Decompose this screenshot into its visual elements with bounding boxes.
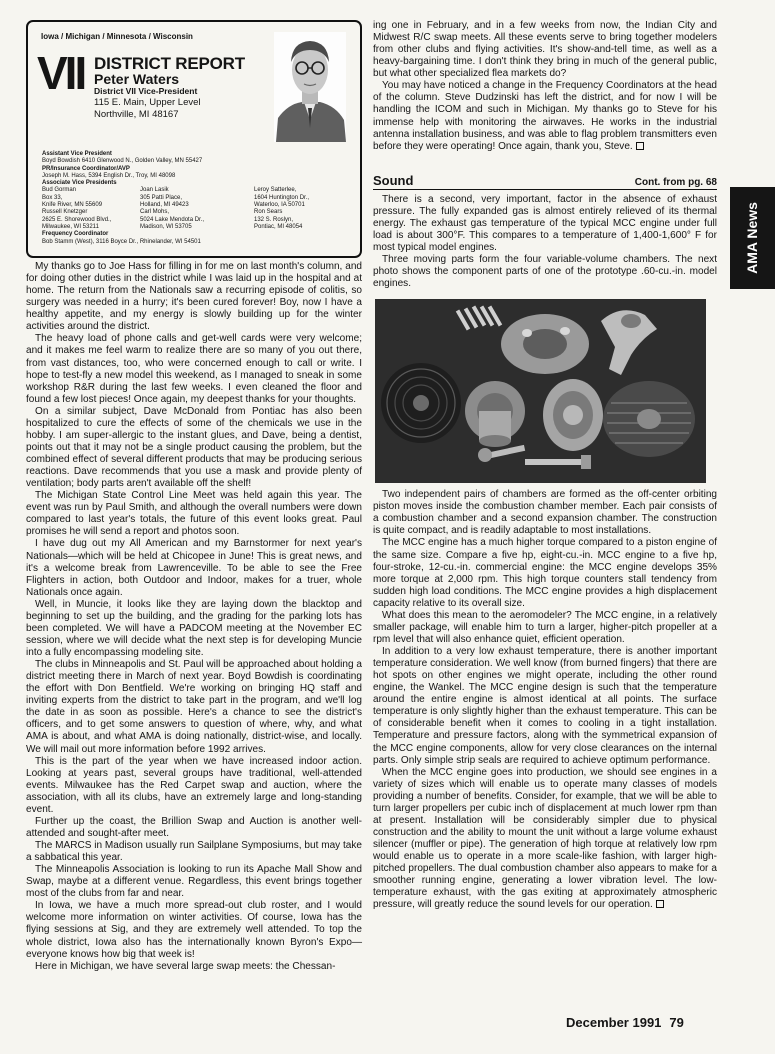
paragraph: Further up the coast, the Brillion Swap and Auction is another well-attended and sought-after meet. xyxy=(26,815,362,839)
right-column xyxy=(373,20,717,911)
end-of-article-mark xyxy=(636,142,644,150)
associate-vps xyxy=(42,187,354,231)
paragraph: The Michigan State Control Line Meet was held again this year. The event was run by Paul Smith, and although the overall numbers were down compared to last year's totals, the future of this event looks great. Paul promises he will send a report and photos soon. xyxy=(26,490,362,538)
paragraph: In addition to a very low exhaust temperature, there is another important temperature consideration. We well know (from burned fingers) that there are hot spots on other engines we might operate, including the other round engine, the Wankel. The MCC engine design is such that the temperature around the entire engine is almost identical at all points. The surface temperature is only slightly higher than the exhaust temperature. This can be of considerable benefit when it comes to cooling in a tight installation. Temperature and pressure factors, along with the symmetrical expansion of the MCC engine components, allow for very close clearances on the internal parts. Only simple strip seals are required to achieve optimum performance. xyxy=(373,646,717,766)
address-line-1: 115 E. Main, Upper Level xyxy=(94,97,201,108)
side-tab-label: AMA News xyxy=(744,202,760,274)
page-number: 79 xyxy=(669,1015,684,1030)
district-header xyxy=(94,56,280,121)
section-title: Sound xyxy=(373,172,414,188)
end-of-article-mark xyxy=(656,900,664,908)
author-photo xyxy=(274,32,346,142)
paragraph: There is a second, very important, factor in the absence of exhaust pressure. The fully expanded gas is almost entirely relieved of its thermal energy. The exhaust gas temperature of the typical MCC engine under full load is about 300°F. This compares to a temperature of 1,400-1,600° F for most typical model engines. xyxy=(373,193,717,253)
paragraph: My thanks go to Joe Hass for filling in for me on last month's column, and for doing other duties in the district while I was laid up in the hospital and at home. The return from the Nationals saw a recurring episode of colitis, so surgery was needed in a hurry; it's been cured forever! Boy, now I have a healthy appetite, and my energy is slowly building up for the winter activities around the district. xyxy=(26,261,362,333)
issue-date: December 1991 xyxy=(566,1015,662,1030)
paragraph: Well, in Muncie, it looks like they are laying down the blacktop and beginning to set up the building, and the grading for the parking lots has been completed. We will have a PADCOM meeting at the November EC session, where we will decide what the next step is for developing Muncie into a fully encompassing modeling site. xyxy=(26,598,362,658)
section-side-tab xyxy=(730,187,775,289)
pr-coordinator-label: PR/Insurance Coordinator/AVP xyxy=(42,165,130,172)
associate-vps-col-2: Joan Lasik 305 Patti Place, Holland, MI 49423 Carl Mohs, 5024 Lake Mendota Dr., Madison, WI 53705 xyxy=(140,187,205,230)
paragraph: What does this mean to the aeromodeler? The MCC engine, in a relatively smaller package, will enable him to turn a larger, higher-pitch propeller at a rpm level that will also enhance quiet, efficient operation. xyxy=(373,609,717,645)
paragraph: I have dug out my All American and my Barnstormer for next year's Nationals—which will be held at Chicopee in June! This is great news, and it's a welcome break from Lawrenceville. To be able to see the Free Flighters in action, both Outdoor and Indoor, makes for a truer, whole Nationals once again. xyxy=(26,538,362,598)
paragraph-text: You may have noticed a change in the Frequency Coordinators at the head of the column. Steve Dudzinski has left the district, and for now I will be handling the ICOM and such in Michigan. My thanks go to Steve for his immense help with monitoring the airwaves. He works in the industrial antenna installation business, and was able to flag problem transmitters even before they were operating! Once again, thank you, Steve. xyxy=(373,80,717,152)
sound-section-header xyxy=(373,173,717,190)
assistant-vp-label: Assistant Vice President xyxy=(42,151,112,157)
paragraph xyxy=(373,767,717,912)
assistant-vp: Boyd Bowdish 6410 Glenwood N., Golden Valley, MN 55427 xyxy=(42,158,203,165)
district-report-body xyxy=(26,261,362,973)
paragraph: The MARCS in Madison usually run Sailplane Symposiums, but may take a sabbatical this year. xyxy=(26,840,362,864)
district-report-box xyxy=(26,20,362,258)
paragraph: Two independent pairs of chambers are formed as the off-center orbiting piston moves inside the combustion chamber member. Each pair consists of a combustion chamber and a second expansion chamber. The construction is quite compact, and is readily adaptable to most installations. xyxy=(373,489,717,537)
paragraph: On a similar subject, Dave McDonald from Pontiac has also been hospitalized to cure the effects of some of the chemicals we use in the hobby. I am super-allergic to the instant glues, and Dave, being a dentist, points out that it may not be a single product causing the problem, but the combined effect of several different products that may be producing serious reactions. Dave recommends that you use a mask and provide plenty of ventilation; body parts aren't available off the shelf! xyxy=(26,405,362,490)
associate-vps-label: Associate Vice Presidents xyxy=(42,180,117,187)
page-footer xyxy=(566,1015,684,1030)
paragraph: The MCC engine has a much higher torque compared to a piston engine of the same size. Compare a five hp, eight-cu.-in. MCC engine to a five hp, four-stroke, 12-cu.-in. commercial engine: the MCC engine develops 35% more torque at 2,000 rpm. This high torque counters stall tendency from sudden high load conditions. The MCC engine provides a high displacement capacity relative to its overall size. xyxy=(373,537,717,609)
report-title: DISTRICT REPORT xyxy=(94,54,245,73)
paragraph: This is the part of the year when we have increased indoor action. Looking at years past, several groups have traditional, well-attended events. Milwaukee has the Red Carpet swap and auction, where the association, with all its clubs, have an extremely large and long-standing event. xyxy=(26,755,362,815)
states-line: Iowa / Michigan / Minnesota / Wisconsin xyxy=(41,32,193,41)
paragraph: Here in Michigan, we have several large swap meets: the Chessan- xyxy=(35,960,336,972)
paragraph xyxy=(373,80,717,152)
sound-body-top xyxy=(373,194,717,291)
engine-parts-photo xyxy=(375,299,706,483)
author-name: Peter Waters xyxy=(94,71,180,87)
frequency-coordinator-label: Frequency Coordinator xyxy=(42,231,109,238)
paragraph: The clubs in Minneapolis and St. Paul will be approached about holding a district meeting there in March of next year. Boyd Bowdish is coordinating the effort with Don Bentfield. We're working on bringing HQ staff and inviting experts from the district to take part in the program, and we'll log the date in as soon as possible. Here's a chance to see the district's officers, and to get some answers to question of where, why, and what AMA is about, and what AMA is doing nationally, district-wise, and locally. We will mail out more information before 1992 arrives. xyxy=(26,659,362,755)
paragraph: ing one in February, and in a few weeks from now, the Indian City and Midwest R/C swap meets. All these events serve to bring together modelers from other clubs and flying activities. It's show-and-tell time, as well as a heavy-bargaining time. I don't think they bring in much of the general public, but what other specialized flea markets do? xyxy=(373,20,717,80)
frequency-coordinator: Bob Stamm (West), 3116 Boyce Dr., Rhinelander, WI 54501 xyxy=(42,238,201,245)
paragraph-text: When the MCC engine goes into production, we should see engines in a variety of sizes which will enable us to operate many classes of models providing a number of benefits. Consider, for example, that we will be able to turn larger propellers per cubic inch of displacement at much lower rpm than at present. Installation will be considerably simpler due to physical construction and the ability to mount the unit without a large volume exhaust silencer (muffler or pipe). The generation of high torque at relatively low rpm would enable us to operate in a more scale-like fashion, with larger high-pitched propellers. The dual combustion chamber also appears to make for a smoother running engine, generating a lower vibration level. The low-temperature exhaust, with the gas exiting at approximately atmospheric pressure, will greatly reduce the sound levels for our operation. xyxy=(373,766,717,911)
paragraph: The Minneapolis Association is looking to run its Apache Mall Show and Swap, maybe at a different venue. Regardless, this event brings together most of the clubs from far and near. xyxy=(26,864,362,900)
paragraph: The heavy load of phone calls and get-well cards were very welcome; and it makes me feel warm to realize there are so many of you out there, from vast distances, too, who were concerned enough to call or write. I hope to test-fly a new model this weekend, as I managed to sneak in some workshop R&R during the last few weeks. I even cleaned the floor and found a few lost pieces! Once again, my deepest thanks for your thoughts. xyxy=(26,333,362,405)
associate-vps-col-1: Bud Gorman Box 33, Knife River, MN 55609 Russell Knetzger 2625 E. Shorewood Blvd., Milwaukee, WI 53211 xyxy=(42,187,112,230)
author-title: District VII Vice-President xyxy=(94,86,198,96)
district-staff xyxy=(42,151,354,246)
paragraph: Three moving parts form the four variable-volume chambers. The next photo shows the component parts of one of the prototype .60-cu.-in. model engines. xyxy=(373,254,717,290)
district-report-continued xyxy=(373,20,717,153)
district-number: VII xyxy=(37,47,85,99)
pr-coordinator: Joseph M. Hass, 5394 English Dr., Troy, MI 48098 xyxy=(42,172,176,179)
paragraph: In Iowa, we have a much more spread-out club roster, and I would welcome more information on winter activities. Of course, Iowa has the flying sessions at Sig, and they are extremely well attended. To top the whole district, Iowa also has the internationally known Byron's Expo—everyone knows how big that week is! xyxy=(26,900,362,960)
continued-from-label: Cont. from pg. 68 xyxy=(634,176,717,188)
left-column xyxy=(26,20,362,973)
associate-vps-col-3: Leroy Satterlee, 1604 Huntington Dr., Waterloo, IA 50701 Ron Sears 132 S. Roslyn, Pontiac, MI 48054 xyxy=(254,187,310,230)
sound-body-bottom xyxy=(373,489,717,911)
address-line-2: Northville, MI 48167 xyxy=(94,109,179,120)
